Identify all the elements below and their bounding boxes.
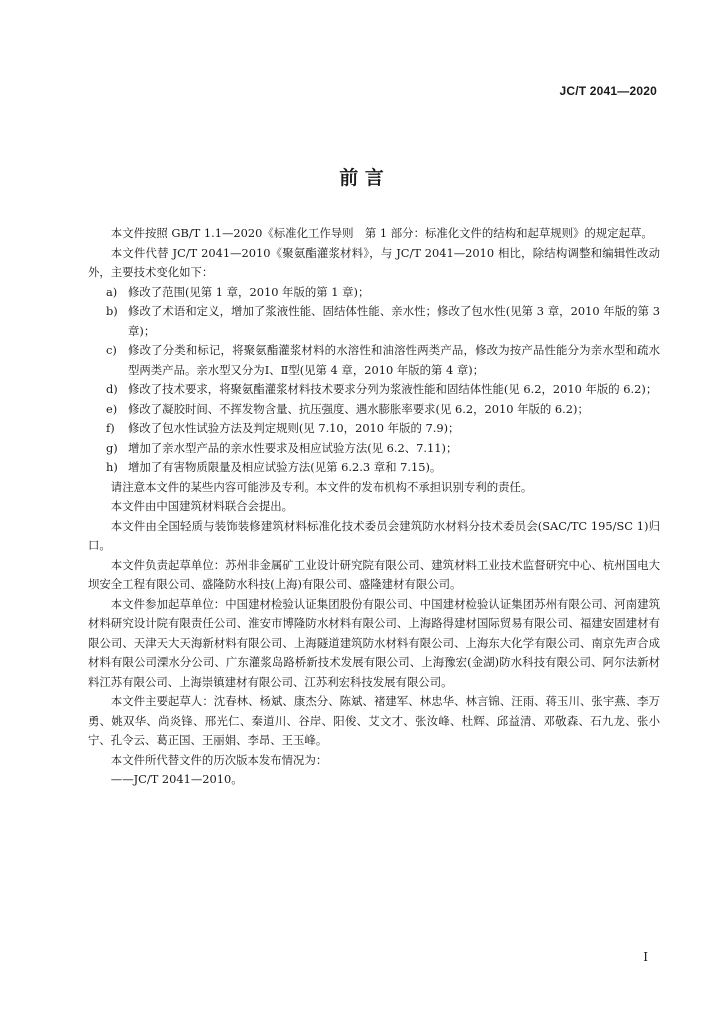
list-marker: h) (106, 460, 118, 474)
patent-notice: 请注意本文件的某些内容可能涉及专利。本文件的发布机构不承担识别专利的责任。 (110, 479, 533, 494)
list-marker: b) (106, 304, 118, 318)
list-item (88, 341, 660, 380)
version-history-intro: 本文件所代替文件的历次版本发布情况为： (110, 752, 328, 767)
list-text: 修改了包水性试验方法及判定规则(见 7.10，2010 年版的 7.9)； (128, 421, 460, 435)
list-item (88, 283, 660, 303)
list-text: 增加了亲水型产品的亲水性要求及相应试验方法(见 6.2、7.11)； (128, 440, 458, 455)
list-marker: a) (106, 284, 118, 299)
list-marker: c) (106, 343, 117, 357)
paragraph-replacement: 本文件代替 JC/T 2041—2010《聚氨酯灌浆材料》，与 JC/T 2041—2010 相比，除结构调整和编辑性改动外，主要技术变化如下： (88, 245, 660, 279)
list-item (88, 302, 660, 341)
participating-drafting-units: 本文件参加起草单位：中国建材检验认证集团股份有限公司、中国建材检验认证集团苏州有限公司、河南建筑材料研究设计院有限责任公司、淮安市博隆防水材料有限公司、上海路得建材国际贸易有限公司、福建安固建材有限公司、天津天大天海新材料有限公司、上海隧道建筑防水材料有限公司、上海东大化学有限公司、南京先声合成材料有限公司溧水分公司、广东灌浆岛路桥新技术发展有限公司、上海豫宏(金湖)防水科技有限公司、阿尔法新材料江苏有限公司、上海崇镇建材有限公司、江苏利宏科技发展有限公司。 (88, 596, 660, 689)
list-item (88, 380, 660, 400)
proposer-statement: 本文件由中国建筑材料联合会提出。 (110, 499, 294, 513)
list-item (88, 400, 660, 420)
custody-statement: 本文件由全国轻质与装饰装修建筑材料标准化技术委员会建筑防水材料分技术委员会(SAC/TC 195/SC 1)归口。 (88, 518, 660, 552)
list-text: 修改了技术要求，将聚氨酯灌浆材料技术要求分列为浆液性能和固结体性能(见 6.2，2010 年版的 6.2)； (128, 382, 658, 396)
list-marker: f) (106, 421, 115, 435)
page-number: I (643, 950, 648, 964)
list-text: 修改了术语和定义，增加了浆液性能、固结体性能、亲水性；修改了包水性(见第 3 章，2010 年版的第 3 章)； (128, 304, 660, 338)
list-marker: g) (106, 440, 118, 455)
list-marker: e) (106, 401, 118, 416)
document-code: JC/T 2041—2020 (559, 84, 657, 98)
list-item (88, 458, 660, 478)
list-text: 修改了凝胶时间、不挥发物含量、抗压强度、遇水膨胀率要求(见 6.2，2010 年版的 6.2)； (128, 401, 589, 416)
lead-drafting-units: 本文件负责起草单位：苏州非金属矿工业设计研究院有限公司、建筑材料工业技术监督研究中心、杭州国电大坝安全工程有限公司、盛隆防水科技(上海)有限公司、盛隆建材有限公司。 (88, 557, 660, 591)
list-marker: d) (106, 382, 118, 396)
list-text: 修改了分类和标记，将聚氨酯灌浆材料的水溶性和油溶性两类产品，修改为按产品性能分为亲水型和疏水型两类产品。亲水型又分为Ⅰ、Ⅱ型(见第 4 章，2010 年版的第 4 章)； (128, 343, 660, 377)
list-item (88, 419, 660, 439)
main-drafters: 本文件主要起草人：沈春林、杨斌、康杰分、陈斌、褚建军、林忠华、林言锦、汪雨、蒋玉川、张宇燕、李万勇、姚双华、尚炎锋、邢光仁、秦道川、谷岸、阳俊、艾文才、张汝峰、杜辉、邱益清、邓敬森、石九龙、张小宁、孔令云、葛正国、王丽娟、李昂、王玉峰。 (88, 694, 660, 747)
list-item (88, 439, 660, 459)
list-text: 增加了有害物质限量及相应试验方法(见第 6.2.3 章和 7.15)。 (128, 460, 442, 474)
version-history-item: ——JC/T 2041—2010。 (110, 772, 243, 786)
page-title: 前 言 (339, 167, 384, 189)
document-body (88, 224, 660, 790)
list-text: 修改了范围(见第 1 章，2010 年版的第 1 章)； (128, 284, 370, 299)
changes-list (88, 283, 660, 478)
paragraph-drafting-rules: 本文件按照 GB/T 1.1—2020《标准化工作导则 第 1 部分：标准化文件的结构和起草规则》的规定起草。 (110, 226, 653, 240)
